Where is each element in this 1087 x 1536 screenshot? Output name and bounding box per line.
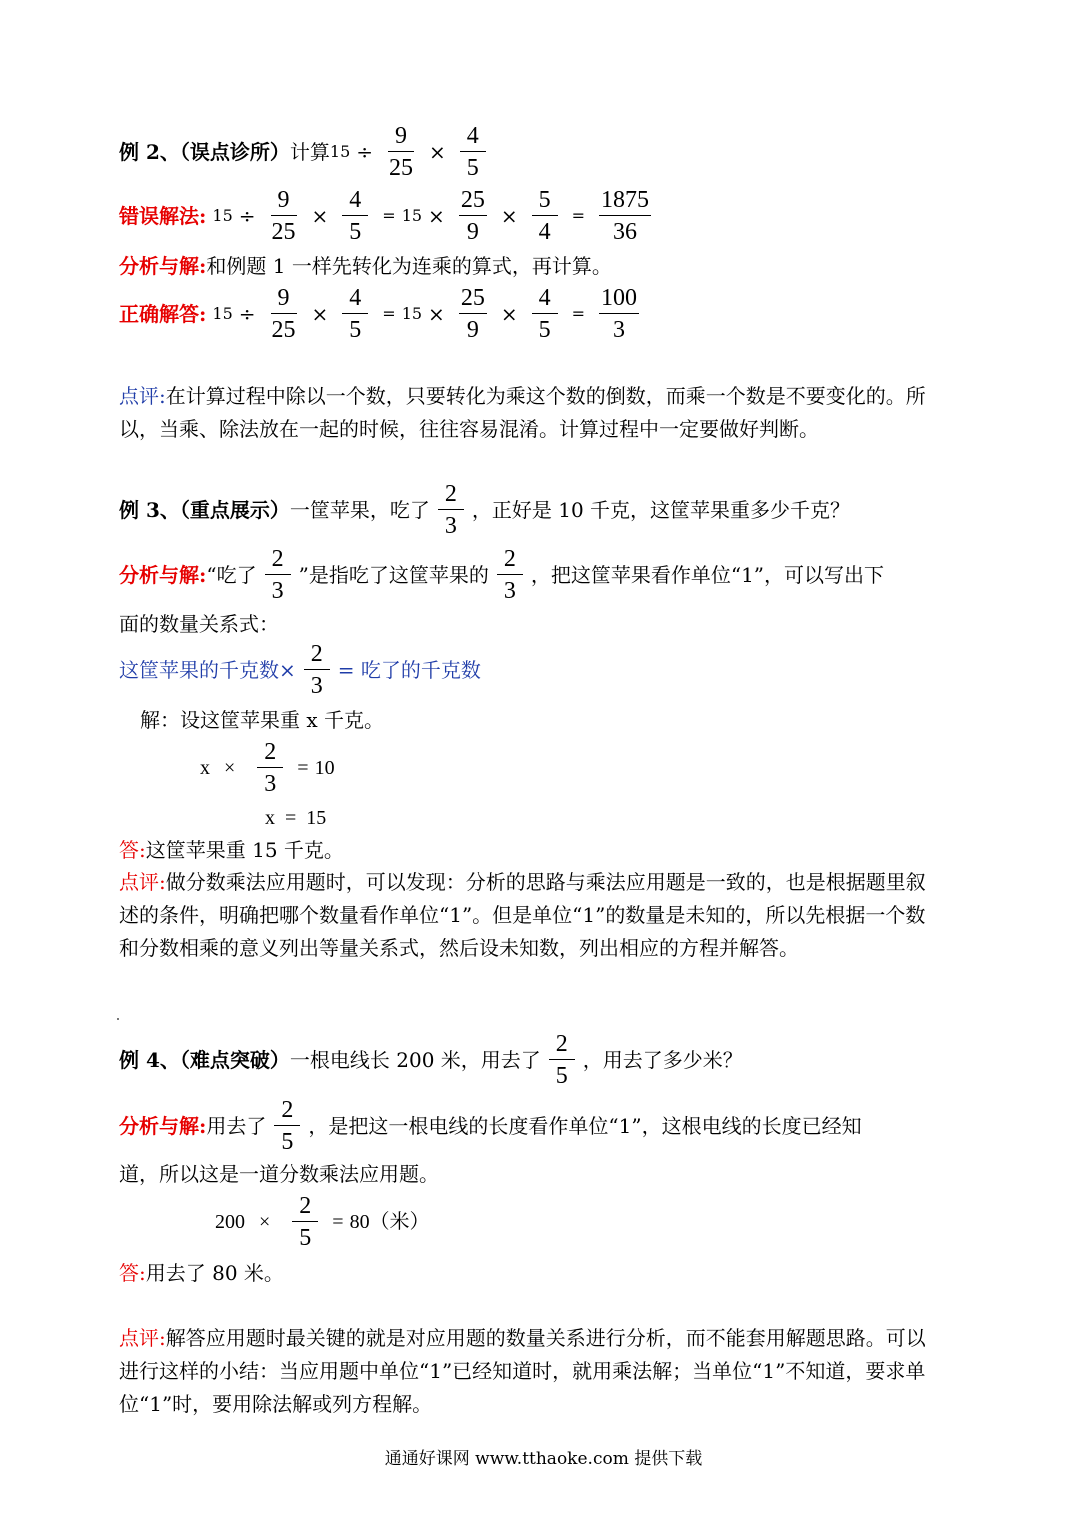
ex4-title-line: 例 4、（难点突破） 一根电线长 200 米，用去了 $\frac{2}{5}$ ，用去了多少米？ (119, 1031, 743, 1089)
ex3-label: 例 3、（重点展示） (119, 498, 290, 522)
fraction: $\frac{2}{3}$ (257, 740, 283, 796)
analysis-text: 和例题 1 一样先转化为连乘的算式，再计算。 (206, 254, 612, 278)
answer-label: 答: (119, 1261, 146, 1285)
ex4-analysis-line: 分析与解: 用去了 $\frac{2}{5}$ ，是把这一根电线的长度看作单位“1”，这根电线的长度已经知 (119, 1097, 862, 1155)
comment-text: 在计算过程中除以一个数，只要转化为乘这个数的倒数，而乘一个数是不要变化的。所以，当乘、除法放在一起的时候，往往容易混淆。计算过程中一定要做好判断。 (119, 384, 926, 441)
fraction: $\frac{2}{3}$ (497, 547, 523, 603)
fraction: $\frac{25}{9}$ (460, 285, 485, 343)
fraction: $\frac{9}{25}$ (271, 285, 296, 343)
ex4-label: 例 4、（难点突破） (119, 1048, 290, 1072)
fraction: $\frac{4}{5}$ (342, 286, 368, 342)
analysis-label: 分析与解: (119, 1114, 207, 1138)
ex2-text: 计算 (289, 140, 330, 164)
ex3-analysis-line2: 面的数量关系式： (119, 612, 279, 636)
ex3-analysis-line: 分析与解: “吃了 $\frac{2}{3}$ ”是指吃了这筐苹果的 $\frac{2}{3}$ ，把这筐苹果看作单位“1”，可以写出下 (119, 546, 885, 604)
ex3-solution: x = 15 (265, 807, 327, 829)
ex2-correct-line: 正确解答: 15 ÷ $\frac{9}{25}$ × $\frac{4}{5}$ = 15 × $\frac{25}{9}$ × $\frac{4}{5}$ = $\frac{100}{3}$ (119, 285, 637, 343)
ex3-solve: 解：设这筐苹果重 x 千克。 (140, 708, 384, 732)
comment-label: 点评: (119, 1326, 166, 1350)
ex3-answer: 答: 这筐苹果重 15 千克。 (119, 838, 344, 862)
wrong-label: 错误解法: (119, 204, 207, 228)
fraction: $\frac{4}{5}$ (342, 188, 368, 244)
ex2-analysis-line (119, 252, 947, 280)
analysis-label: 分析与解: (119, 254, 207, 278)
fraction: $\frac{4}{5}$ (460, 124, 486, 180)
comment-label: 点评: (119, 870, 166, 894)
ex2-comment (119, 380, 945, 446)
ex2-title-line: 例 2、（误点诊所） 计算 15 ÷ $\frac{9}{25}$ × $\frac{4}{5}$ (119, 124, 947, 180)
page-footer: 通通好课网 www.tthaoke.com 提供下载 (384, 1449, 703, 1469)
answer-label: 答: (119, 838, 146, 862)
fraction: $\frac{2}{5}$ (549, 1032, 575, 1088)
fraction: $\frac{9}{25}$ (389, 123, 414, 181)
comment-text: 做分数乘法应用题时，可以发现：分析的思路与乘法应用题是一致的，也是根据题里叙述的条件，明确把哪个数量看作单位“1”。但是单位“1”的数量是未知的，所以先根据一个数和分数相乘的意义列出等量关系式，然后设未知数，列出相应的方程并解答。 (119, 870, 926, 960)
ex4-answer: 答: 用去了 80 米。 (119, 1261, 284, 1285)
fraction: $\frac{2}{5}$ (292, 1194, 318, 1250)
ex4-equation: 200 × $\frac{2}{5}$ = 80（米） (215, 1193, 430, 1251)
fraction: $\frac{100}{3}$ (600, 285, 637, 343)
ex4-comment (119, 1322, 945, 1421)
fraction: $\frac{2}{3}$ (304, 642, 330, 698)
ex2-wrong-line: 错误解法: 15 ÷ $\frac{9}{25}$ × $\frac{4}{5}$ = 15 × $\frac{25}{9}$ × $\frac{5}{4}$ = $\frac{1875}{36}$ (119, 187, 649, 245)
stray-dot (117, 1018, 119, 1020)
ex3-equation: x × $\frac{2}{3}$ = 10 (200, 739, 335, 797)
fraction: $\frac{25}{9}$ (460, 187, 485, 245)
fraction: $\frac{2}{3}$ (438, 482, 464, 538)
fraction: $\frac{9}{25}$ (271, 187, 296, 245)
fraction: $\frac{2}{5}$ (274, 1098, 300, 1154)
correct-label: 正确解答: (119, 302, 207, 326)
fraction: $\frac{1875}{36}$ (600, 187, 649, 245)
ex2-label: 例 2、（误点诊所） (119, 140, 290, 164)
ex3-comment (119, 866, 945, 965)
fraction: $\frac{2}{3}$ (265, 547, 291, 603)
ex3-relation: 这筐苹果的千克数× $\frac{2}{3}$ = 吃了的千克数 (119, 641, 481, 699)
analysis-label: 分析与解: (119, 563, 207, 587)
comment-text: 解答应用题时最关键的就是对应用题的数量关系进行分析，而不能套用解题思路。可以进行这样的小结：当应用题中单位“1”已经知道时，就用乘法解；当单位“1”不知道，要求单位“1”时，要用除法解或列方程解。 (119, 1326, 926, 1416)
ex3-title-line: 例 3、（重点展示） 一筐苹果，吃了 $\frac{2}{3}$ ，正好是 10 千克，这筐苹果重多少千克？ (119, 481, 851, 539)
ex4-analysis-line2: 道，所以这是一道分数乘法应用题。 (119, 1162, 439, 1186)
fraction: $\frac{4}{5}$ (532, 286, 558, 342)
comment-label: 点评: (119, 384, 166, 408)
fraction: $\frac{5}{4}$ (532, 188, 558, 244)
